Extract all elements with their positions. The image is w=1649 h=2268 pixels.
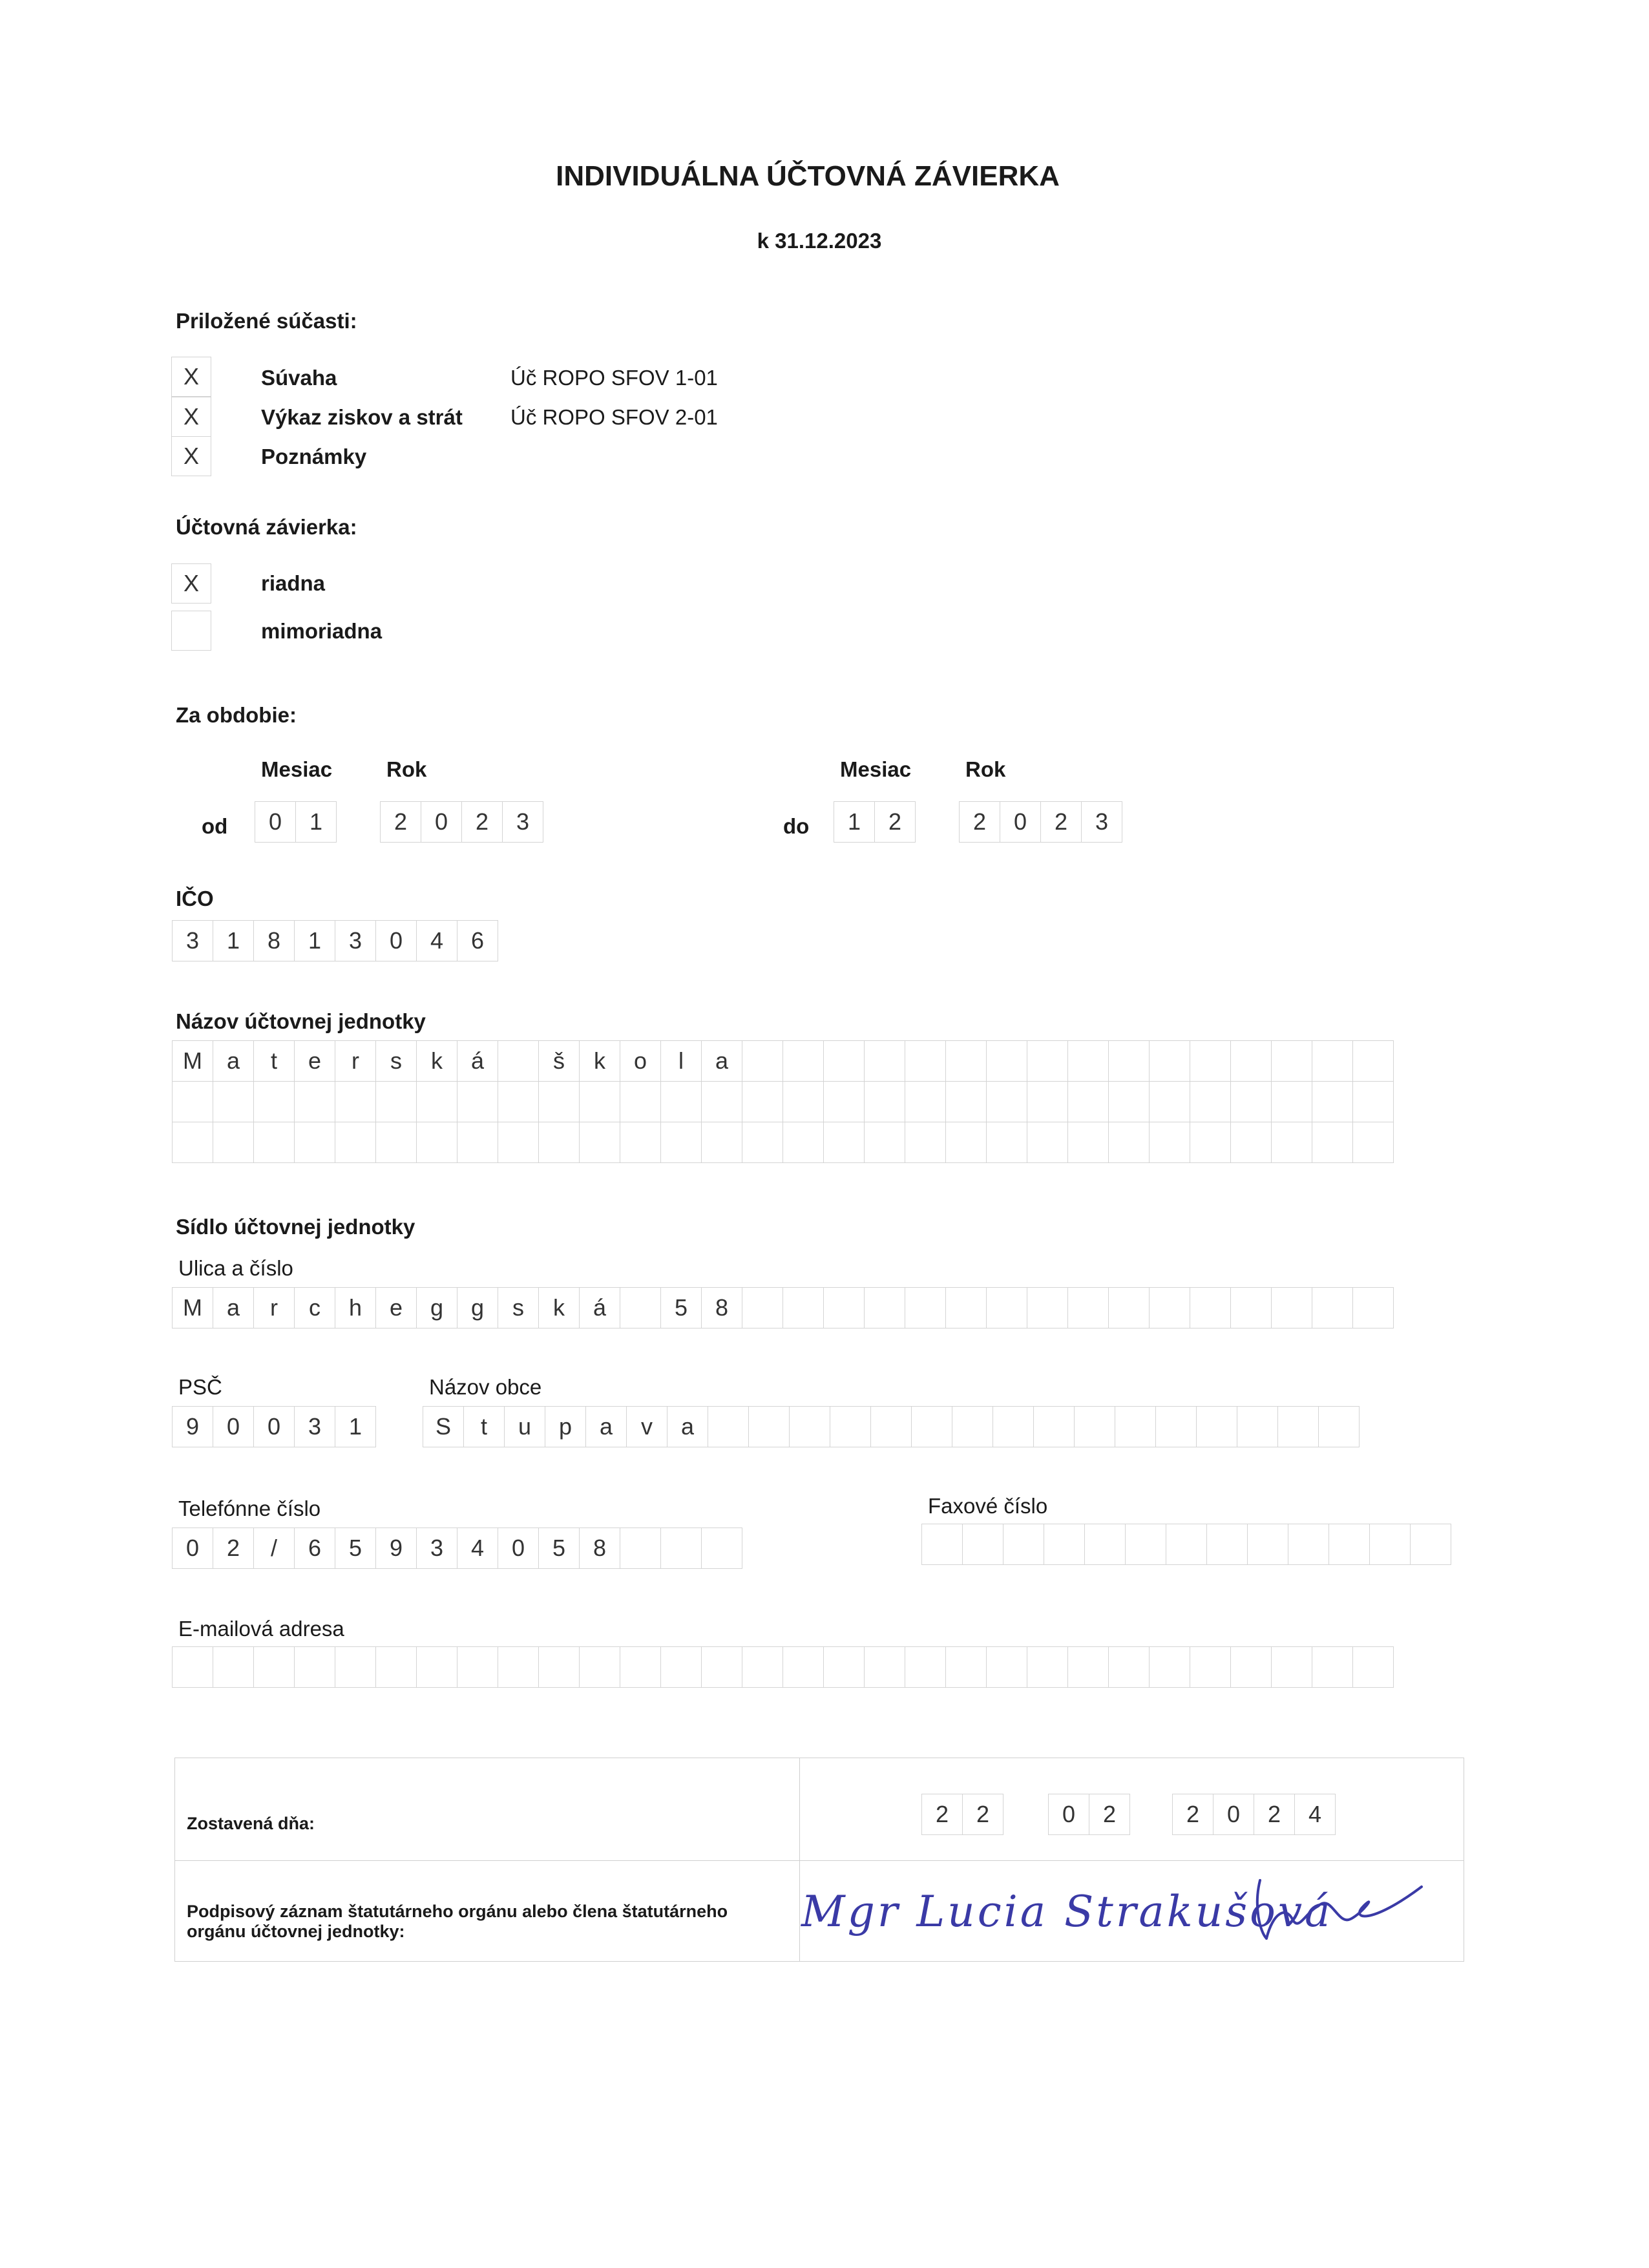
char-cell: [782, 1040, 824, 1082]
digit-cell: 0: [1048, 1794, 1089, 1835]
components-heading: Priložené súčasti:: [176, 309, 357, 333]
char-cell: [986, 1081, 1027, 1122]
grid-row: [172, 1081, 1393, 1122]
period-heading: Za obdobie:: [176, 703, 297, 727]
to-year-field[interactable]: [959, 801, 1122, 843]
entity-name-label: Názov účtovnej jednotky: [176, 1009, 426, 1033]
psc-label: PSČ: [178, 1375, 222, 1399]
char-cell: [1329, 1524, 1370, 1565]
char-cell: 9: [375, 1528, 417, 1569]
char-cell: [416, 1081, 457, 1122]
char-cell: [1312, 1646, 1353, 1688]
digit-cell: 4: [1294, 1794, 1336, 1835]
char-cell: [1410, 1524, 1451, 1565]
char-cell: [1108, 1122, 1150, 1163]
char-cell: [1318, 1406, 1360, 1447]
fax-label: Faxové číslo: [928, 1494, 1048, 1518]
digit-cell: 2: [1040, 801, 1082, 843]
char-cell: e: [294, 1040, 335, 1082]
char-cell: [538, 1646, 580, 1688]
char-cell: [1271, 1646, 1312, 1688]
char-cell: 5: [335, 1528, 376, 1569]
char-cell: p: [545, 1406, 586, 1447]
char-cell: [1027, 1122, 1068, 1163]
char-cell: [864, 1287, 905, 1328]
char-cell: [1067, 1081, 1109, 1122]
char-cell: [498, 1040, 539, 1082]
char-cell: [823, 1287, 865, 1328]
char-cell: [498, 1122, 539, 1163]
char-cell: [1108, 1081, 1150, 1122]
char-cell: [1003, 1524, 1044, 1565]
char-cell: [742, 1040, 783, 1082]
signature-scribble: [1247, 1867, 1428, 1945]
char-cell: [782, 1122, 824, 1163]
char-cell: [335, 1122, 376, 1163]
char-cell: [1044, 1524, 1085, 1565]
char-cell: á: [579, 1287, 620, 1328]
char-cell: [1352, 1646, 1394, 1688]
char-cell: [1067, 1287, 1109, 1328]
char-cell: [701, 1122, 742, 1163]
char-cell: [870, 1406, 912, 1447]
char-cell: [1084, 1524, 1126, 1565]
compiled-month-field[interactable]: [1048, 1794, 1129, 1835]
char-cell: 8: [253, 920, 295, 961]
char-cell: [416, 1122, 457, 1163]
char-cell: [823, 1081, 865, 1122]
char-cell: [660, 1122, 702, 1163]
char-cell: [905, 1081, 946, 1122]
char-cell: [172, 1081, 213, 1122]
char-cell: [864, 1040, 905, 1082]
char-cell: [620, 1081, 661, 1122]
char-cell: 1: [213, 920, 254, 961]
char-cell: t: [253, 1040, 295, 1082]
char-cell: [1027, 1646, 1068, 1688]
char-cell: k: [538, 1287, 580, 1328]
char-cell: [962, 1524, 1003, 1565]
char-cell: 0: [498, 1528, 539, 1569]
char-cell: t: [463, 1406, 505, 1447]
char-cell: [1237, 1406, 1278, 1447]
char-cell: k: [416, 1040, 457, 1082]
char-cell: [457, 1646, 498, 1688]
email-label: E-mailová adresa: [178, 1617, 344, 1641]
char-cell: [253, 1081, 295, 1122]
char-cell: š: [538, 1040, 580, 1082]
component-name-vykaz: Výkaz ziskov a strát: [261, 405, 463, 429]
ico-field[interactable]: [172, 920, 498, 961]
to-year-label: Rok: [965, 757, 1006, 781]
component-code-vykaz: Úč ROPO SFOV 2-01: [510, 405, 718, 429]
char-cell: [1271, 1122, 1312, 1163]
table-divider: [175, 1860, 1464, 1861]
char-cell: [864, 1122, 905, 1163]
component-code-suvaha: Úč ROPO SFOV 1-01: [510, 366, 718, 390]
handwritten-signature-name: Mgr Lucia Strakušová: [801, 1887, 1333, 1937]
char-cell: [498, 1081, 539, 1122]
char-cell: [830, 1406, 871, 1447]
char-cell: [1247, 1524, 1288, 1565]
char-cell: [1108, 1040, 1150, 1082]
digit-cell: 0: [421, 801, 462, 843]
city-label: Názov obce: [429, 1375, 542, 1399]
compiled-day-field[interactable]: [921, 1794, 1003, 1835]
char-cell: [864, 1081, 905, 1122]
digit-cell: 2: [1254, 1794, 1295, 1835]
char-cell: a: [667, 1406, 708, 1447]
char-cell: 0: [375, 920, 417, 961]
entity-name-field[interactable]: [172, 1040, 1393, 1162]
char-cell: [1312, 1287, 1353, 1328]
street-field[interactable]: [172, 1287, 1393, 1328]
compiled-date-label: Zostavená dňa:: [187, 1814, 315, 1833]
char-cell: [294, 1081, 335, 1122]
char-cell: [701, 1081, 742, 1122]
char-cell: [742, 1122, 783, 1163]
char-cell: [253, 1122, 295, 1163]
checkbox-suvaha[interactable]: X: [171, 357, 211, 397]
char-cell: [1196, 1406, 1237, 1447]
component-name-suvaha: Súvaha: [261, 366, 337, 390]
char-cell: [905, 1287, 946, 1328]
char-cell: [1033, 1406, 1075, 1447]
grid-row: [172, 1040, 1393, 1081]
char-cell: [457, 1081, 498, 1122]
char-cell: [823, 1646, 865, 1688]
char-cell: [1230, 1081, 1272, 1122]
char-cell: [945, 1287, 987, 1328]
char-cell: [335, 1646, 376, 1688]
char-cell: [620, 1122, 661, 1163]
digit-cell: 0: [1000, 801, 1041, 843]
char-cell: [1271, 1040, 1312, 1082]
char-cell: [945, 1081, 987, 1122]
char-cell: [294, 1646, 335, 1688]
char-cell: M: [172, 1287, 213, 1328]
char-cell: g: [416, 1287, 457, 1328]
char-cell: k: [579, 1040, 620, 1082]
closing-option-mimoriadna: mimoriadna: [261, 619, 383, 643]
char-cell: [921, 1524, 963, 1565]
char-cell: [660, 1646, 702, 1688]
from-month-label: Mesiac: [261, 757, 333, 781]
char-cell: [1190, 1081, 1231, 1122]
phone-label: Telefónne číslo: [178, 1496, 321, 1520]
char-cell: [172, 1122, 213, 1163]
char-cell: [1149, 1646, 1190, 1688]
from-year-field[interactable]: [380, 801, 543, 843]
char-cell: l: [660, 1040, 702, 1082]
char-cell: [660, 1081, 702, 1122]
char-cell: [1067, 1122, 1109, 1163]
char-cell: [538, 1122, 580, 1163]
char-cell: [1115, 1406, 1156, 1447]
char-cell: [1027, 1287, 1068, 1328]
char-cell: 0: [253, 1406, 295, 1447]
char-cell: r: [253, 1287, 295, 1328]
ico-label: IČO: [176, 887, 214, 910]
char-cell: 8: [701, 1287, 742, 1328]
digit-cell: 0: [255, 801, 296, 843]
char-cell: [782, 1287, 824, 1328]
char-cell: [1190, 1040, 1231, 1082]
char-cell: 8: [579, 1528, 620, 1569]
char-cell: M: [172, 1040, 213, 1082]
phone-field[interactable]: [172, 1528, 742, 1569]
char-cell: [905, 1646, 946, 1688]
char-cell: 5: [538, 1528, 580, 1569]
char-cell: [1074, 1406, 1115, 1447]
digit-cell: 1: [834, 801, 875, 843]
char-cell: [1149, 1122, 1190, 1163]
char-cell: [213, 1646, 254, 1688]
char-cell: [1352, 1122, 1394, 1163]
char-cell: 3: [294, 1406, 335, 1447]
char-cell: [213, 1122, 254, 1163]
char-cell: 0: [172, 1528, 213, 1569]
char-cell: [905, 1122, 946, 1163]
char-cell: [945, 1646, 987, 1688]
to-month-field[interactable]: [834, 801, 915, 843]
digit-cell: 2: [461, 801, 503, 843]
char-cell: [1288, 1524, 1329, 1565]
char-cell: [620, 1528, 661, 1569]
char-cell: [986, 1040, 1027, 1082]
char-cell: 1: [335, 1406, 376, 1447]
char-cell: [375, 1081, 417, 1122]
char-cell: [945, 1122, 987, 1163]
digit-cell: 2: [874, 801, 916, 843]
char-cell: [620, 1287, 661, 1328]
char-cell: [498, 1646, 539, 1688]
char-cell: 6: [294, 1528, 335, 1569]
char-cell: [660, 1528, 702, 1569]
char-cell: [1125, 1524, 1166, 1565]
closing-option-riadna: riadna: [261, 571, 326, 595]
char-cell: S: [423, 1406, 464, 1447]
char-cell: [375, 1646, 417, 1688]
checkbox-vykaz[interactable]: X: [171, 397, 211, 437]
char-cell: [945, 1040, 987, 1082]
char-cell: 9: [172, 1406, 213, 1447]
digit-cell: 2: [380, 801, 421, 843]
digit-cell: 2: [962, 1794, 1003, 1835]
digit-cell: 2: [921, 1794, 963, 1835]
char-cell: u: [504, 1406, 545, 1447]
char-cell: [1312, 1040, 1353, 1082]
char-cell: c: [294, 1287, 335, 1328]
char-cell: [253, 1646, 295, 1688]
char-cell: [1369, 1524, 1411, 1565]
char-cell: g: [457, 1287, 498, 1328]
char-cell: [1230, 1122, 1272, 1163]
from-label: od: [202, 814, 228, 838]
char-cell: [1352, 1040, 1394, 1082]
checkbox-mimoriadna[interactable]: [171, 611, 211, 651]
char-cell: [1027, 1081, 1068, 1122]
char-cell: [1230, 1287, 1272, 1328]
char-cell: h: [335, 1287, 376, 1328]
char-cell: [1190, 1646, 1231, 1688]
char-cell: [1230, 1646, 1272, 1688]
char-cell: [1277, 1406, 1319, 1447]
digit-cell: 0: [1213, 1794, 1254, 1835]
checkbox-riadna[interactable]: X: [171, 563, 211, 604]
fax-field[interactable]: [921, 1524, 1451, 1565]
char-cell: [1155, 1406, 1197, 1447]
char-cell: [911, 1406, 952, 1447]
char-cell: [1271, 1287, 1312, 1328]
digit-cell: 2: [1172, 1794, 1213, 1835]
char-cell: [952, 1406, 993, 1447]
char-cell: a: [585, 1406, 627, 1447]
char-cell: [1312, 1081, 1353, 1122]
char-cell: [1206, 1524, 1248, 1565]
table-divider: [799, 1758, 800, 1961]
char-cell: [1312, 1122, 1353, 1163]
compiled-year-field[interactable]: [1172, 1794, 1335, 1835]
char-cell: r: [335, 1040, 376, 1082]
char-cell: [1067, 1646, 1109, 1688]
char-cell: 4: [457, 1528, 498, 1569]
to-label: do: [783, 814, 810, 838]
char-cell: v: [626, 1406, 667, 1447]
char-cell: 5: [660, 1287, 702, 1328]
char-cell: [701, 1528, 742, 1569]
char-cell: [782, 1646, 824, 1688]
char-cell: [1108, 1287, 1150, 1328]
to-month-label: Mesiac: [840, 757, 912, 781]
char-cell: [823, 1040, 865, 1082]
char-cell: [1271, 1081, 1312, 1122]
char-cell: e: [375, 1287, 417, 1328]
digit-cell: 1: [295, 801, 337, 843]
from-month-field[interactable]: [255, 801, 336, 843]
char-cell: [579, 1646, 620, 1688]
email-field[interactable]: [172, 1646, 1393, 1688]
char-cell: 0: [213, 1406, 254, 1447]
char-cell: [294, 1122, 335, 1163]
char-cell: [748, 1406, 790, 1447]
char-cell: [1230, 1040, 1272, 1082]
char-cell: s: [498, 1287, 539, 1328]
signature-label: Podpisový záznam štatutárneho orgánu alebo člena štatutárneho orgánu účtovnej jednotky:: [187, 1902, 728, 1941]
char-cell: [742, 1081, 783, 1122]
component-name-poznamky: Poznámky: [261, 445, 367, 468]
char-cell: [1149, 1081, 1190, 1122]
char-cell: [579, 1122, 620, 1163]
document-date: k 31.12.2023: [757, 229, 882, 253]
char-cell: /: [253, 1528, 295, 1569]
char-cell: [1108, 1646, 1150, 1688]
char-cell: [708, 1406, 749, 1447]
char-cell: [1149, 1287, 1190, 1328]
city-field[interactable]: [423, 1406, 1359, 1447]
char-cell: [782, 1081, 824, 1122]
digit-cell: 3: [1081, 801, 1122, 843]
address-heading: Sídlo účtovnej jednotky: [176, 1215, 415, 1239]
street-label: Ulica a číslo: [178, 1256, 293, 1280]
char-cell: [789, 1406, 830, 1447]
char-cell: [172, 1646, 213, 1688]
char-cell: [538, 1081, 580, 1122]
char-cell: o: [620, 1040, 661, 1082]
char-cell: [986, 1287, 1027, 1328]
char-cell: [620, 1646, 661, 1688]
closing-heading: Účtovná závierka:: [176, 515, 357, 539]
char-cell: [1190, 1122, 1231, 1163]
char-cell: [416, 1646, 457, 1688]
grid-row: [172, 1122, 1393, 1162]
char-cell: [1166, 1524, 1207, 1565]
char-cell: [375, 1122, 417, 1163]
char-cell: [905, 1040, 946, 1082]
char-cell: [986, 1646, 1027, 1688]
char-cell: [213, 1081, 254, 1122]
char-cell: [701, 1646, 742, 1688]
char-cell: a: [213, 1287, 254, 1328]
char-cell: [335, 1081, 376, 1122]
char-cell: 3: [416, 1528, 457, 1569]
char-cell: [823, 1122, 865, 1163]
char-cell: 3: [172, 920, 213, 961]
char-cell: s: [375, 1040, 417, 1082]
document-title: INDIVIDUÁLNA ÚČTOVNÁ ZÁVIERKA: [556, 160, 1060, 192]
char-cell: a: [213, 1040, 254, 1082]
char-cell: á: [457, 1040, 498, 1082]
char-cell: [1190, 1287, 1231, 1328]
char-cell: [1027, 1040, 1068, 1082]
char-cell: [1149, 1040, 1190, 1082]
char-cell: 4: [416, 920, 457, 961]
psc-field[interactable]: [172, 1406, 375, 1447]
checkbox-poznamky[interactable]: X: [171, 436, 211, 476]
char-cell: 1: [294, 920, 335, 961]
char-cell: [993, 1406, 1034, 1447]
char-cell: [864, 1646, 905, 1688]
char-cell: [742, 1287, 783, 1328]
char-cell: 2: [213, 1528, 254, 1569]
char-cell: [986, 1122, 1027, 1163]
char-cell: [1352, 1287, 1394, 1328]
digit-cell: 2: [1089, 1794, 1130, 1835]
char-cell: 3: [335, 920, 376, 961]
char-cell: [742, 1646, 783, 1688]
char-cell: [457, 1122, 498, 1163]
char-cell: [579, 1081, 620, 1122]
char-cell: a: [701, 1040, 742, 1082]
char-cell: [1067, 1040, 1109, 1082]
char-cell: 6: [457, 920, 498, 961]
char-cell: [1352, 1081, 1394, 1122]
from-year-label: Rok: [386, 757, 427, 781]
digit-cell: 2: [959, 801, 1000, 843]
digit-cell: 3: [502, 801, 543, 843]
